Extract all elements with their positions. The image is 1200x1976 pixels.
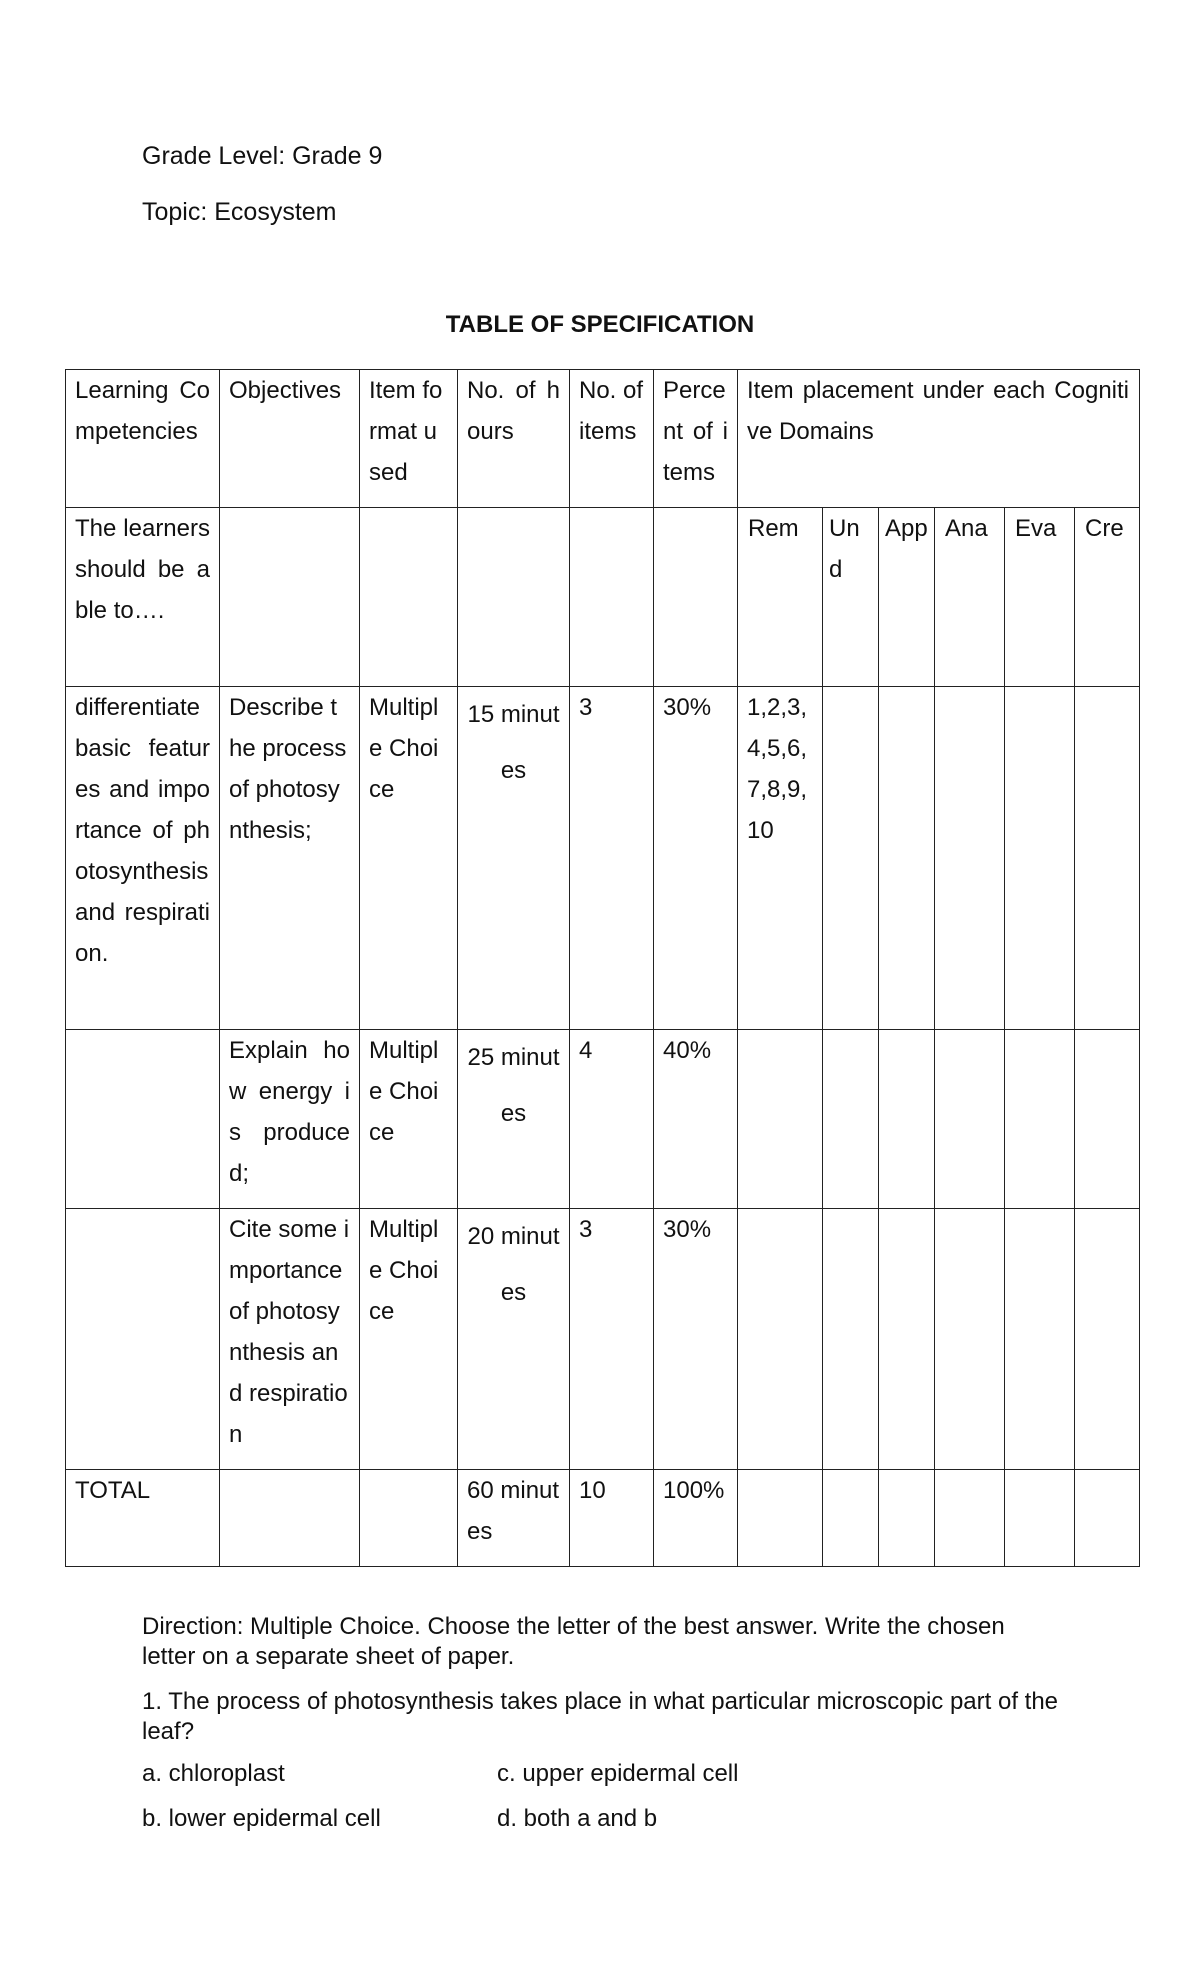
empty-cell xyxy=(1075,1030,1140,1209)
domain-evaluate: Eva xyxy=(1005,508,1075,687)
competency-cell: differentiate basic features and importance of photosynthesis and respiration. xyxy=(66,687,220,1030)
domain-understand: Und xyxy=(823,508,879,687)
empty-cell xyxy=(1005,1030,1075,1209)
items-cell: 3 xyxy=(570,687,654,1030)
domain-apply: App xyxy=(879,508,935,687)
empty-cell xyxy=(1075,1209,1140,1470)
percent-cell: 30% xyxy=(654,687,738,1030)
empty-cell xyxy=(823,1030,879,1209)
empty-cell xyxy=(879,687,935,1030)
objective-cell: Explain how energy is produced; xyxy=(220,1030,360,1209)
header-items: No. of items xyxy=(570,370,654,508)
option-b: b. lower epidermal cell xyxy=(142,1805,381,1832)
rem-cell: 1,2,3,4,5,6,7,8,9,10 xyxy=(738,687,823,1030)
empty-cell xyxy=(360,508,458,687)
hours-cell: 25 minutes xyxy=(458,1030,570,1209)
total-items: 10 xyxy=(570,1470,654,1567)
empty-cell xyxy=(879,1209,935,1470)
hours-cell: 15 minutes xyxy=(458,687,570,1030)
empty-cell xyxy=(935,1209,1005,1470)
option-d: d. both a and b xyxy=(497,1805,658,1832)
empty-cell xyxy=(360,1470,458,1567)
question-text: 1. The process of photosynthesis takes place in what particular microscopic part of the leaf? xyxy=(142,1688,1059,1745)
empty-cell xyxy=(935,1030,1005,1209)
items-cell: 4 xyxy=(570,1030,654,1209)
empty-cell xyxy=(1005,687,1075,1030)
option-c: c. upper epidermal cell xyxy=(497,1760,739,1787)
table-header-row xyxy=(66,370,1140,508)
percent-cell: 30% xyxy=(654,1209,738,1470)
header-hours: No. of hours xyxy=(458,370,570,508)
empty-cell xyxy=(654,508,738,687)
table-row xyxy=(66,1030,1140,1209)
total-row xyxy=(66,1470,1140,1567)
rem-cell xyxy=(738,1030,823,1209)
domain-create: Cre xyxy=(1075,508,1140,687)
table-row xyxy=(66,1209,1140,1470)
hours-cell: 20 minutes xyxy=(458,1209,570,1470)
topic: Topic: Ecosystem xyxy=(142,198,337,226)
empty-cell xyxy=(220,508,360,687)
header-item-format: Item format used xyxy=(360,370,458,508)
table-row xyxy=(66,687,1140,1030)
empty-cell xyxy=(823,1470,879,1567)
empty-cell xyxy=(738,1470,823,1567)
header-placement: Item placement under each Cognitive Domains xyxy=(738,370,1140,508)
percent-cell: 40% xyxy=(654,1030,738,1209)
header-objectives: Objectives xyxy=(220,370,360,508)
empty-cell xyxy=(1005,1470,1075,1567)
rem-cell xyxy=(738,1209,823,1470)
total-label: TOTAL xyxy=(66,1470,220,1567)
objective-cell: Describe the process of photosynthesis; xyxy=(220,687,360,1030)
empty-cell xyxy=(935,1470,1005,1567)
table-title: TABLE OF SPECIFICATION xyxy=(445,311,755,338)
total-percent: 100% xyxy=(654,1470,738,1567)
empty-cell xyxy=(220,1470,360,1567)
direction-text: Direction: Multiple Choice. Choose the letter of the best answer. Write the chosen letter on a separate sheet of paper. xyxy=(142,1613,1005,1670)
empty-cell xyxy=(1005,1209,1075,1470)
empty-cell xyxy=(823,687,879,1030)
option-a: a. chloroplast xyxy=(142,1760,285,1787)
items-cell: 3 xyxy=(570,1209,654,1470)
empty-cell xyxy=(879,1470,935,1567)
objective-cell: Cite some importance of photosynthesis and respiration xyxy=(220,1209,360,1470)
empty-cell xyxy=(1075,687,1140,1030)
empty-cell xyxy=(570,508,654,687)
competency-cell xyxy=(66,1030,220,1209)
empty-cell xyxy=(879,1030,935,1209)
format-cell: Multiple Choice xyxy=(360,687,458,1030)
empty-cell xyxy=(823,1209,879,1470)
header-percent: Percent of items xyxy=(654,370,738,508)
header-competencies: Learning Competencies xyxy=(66,370,220,508)
specification-table xyxy=(65,369,1140,1567)
empty-cell xyxy=(935,687,1005,1030)
domain-analyze: Ana xyxy=(935,508,1005,687)
learners-intro: The learners should be able to…. xyxy=(66,508,220,687)
domain-remember: Rem xyxy=(738,508,823,687)
empty-cell xyxy=(1075,1470,1140,1567)
empty-cell xyxy=(458,508,570,687)
format-cell: Multiple Choice xyxy=(360,1030,458,1209)
competency-cell xyxy=(66,1209,220,1470)
total-hours: 60 minutes xyxy=(458,1470,570,1567)
format-cell: Multiple Choice xyxy=(360,1209,458,1470)
grade-level: Grade Level: Grade 9 xyxy=(142,142,383,170)
table-subheader-row xyxy=(66,508,1140,687)
